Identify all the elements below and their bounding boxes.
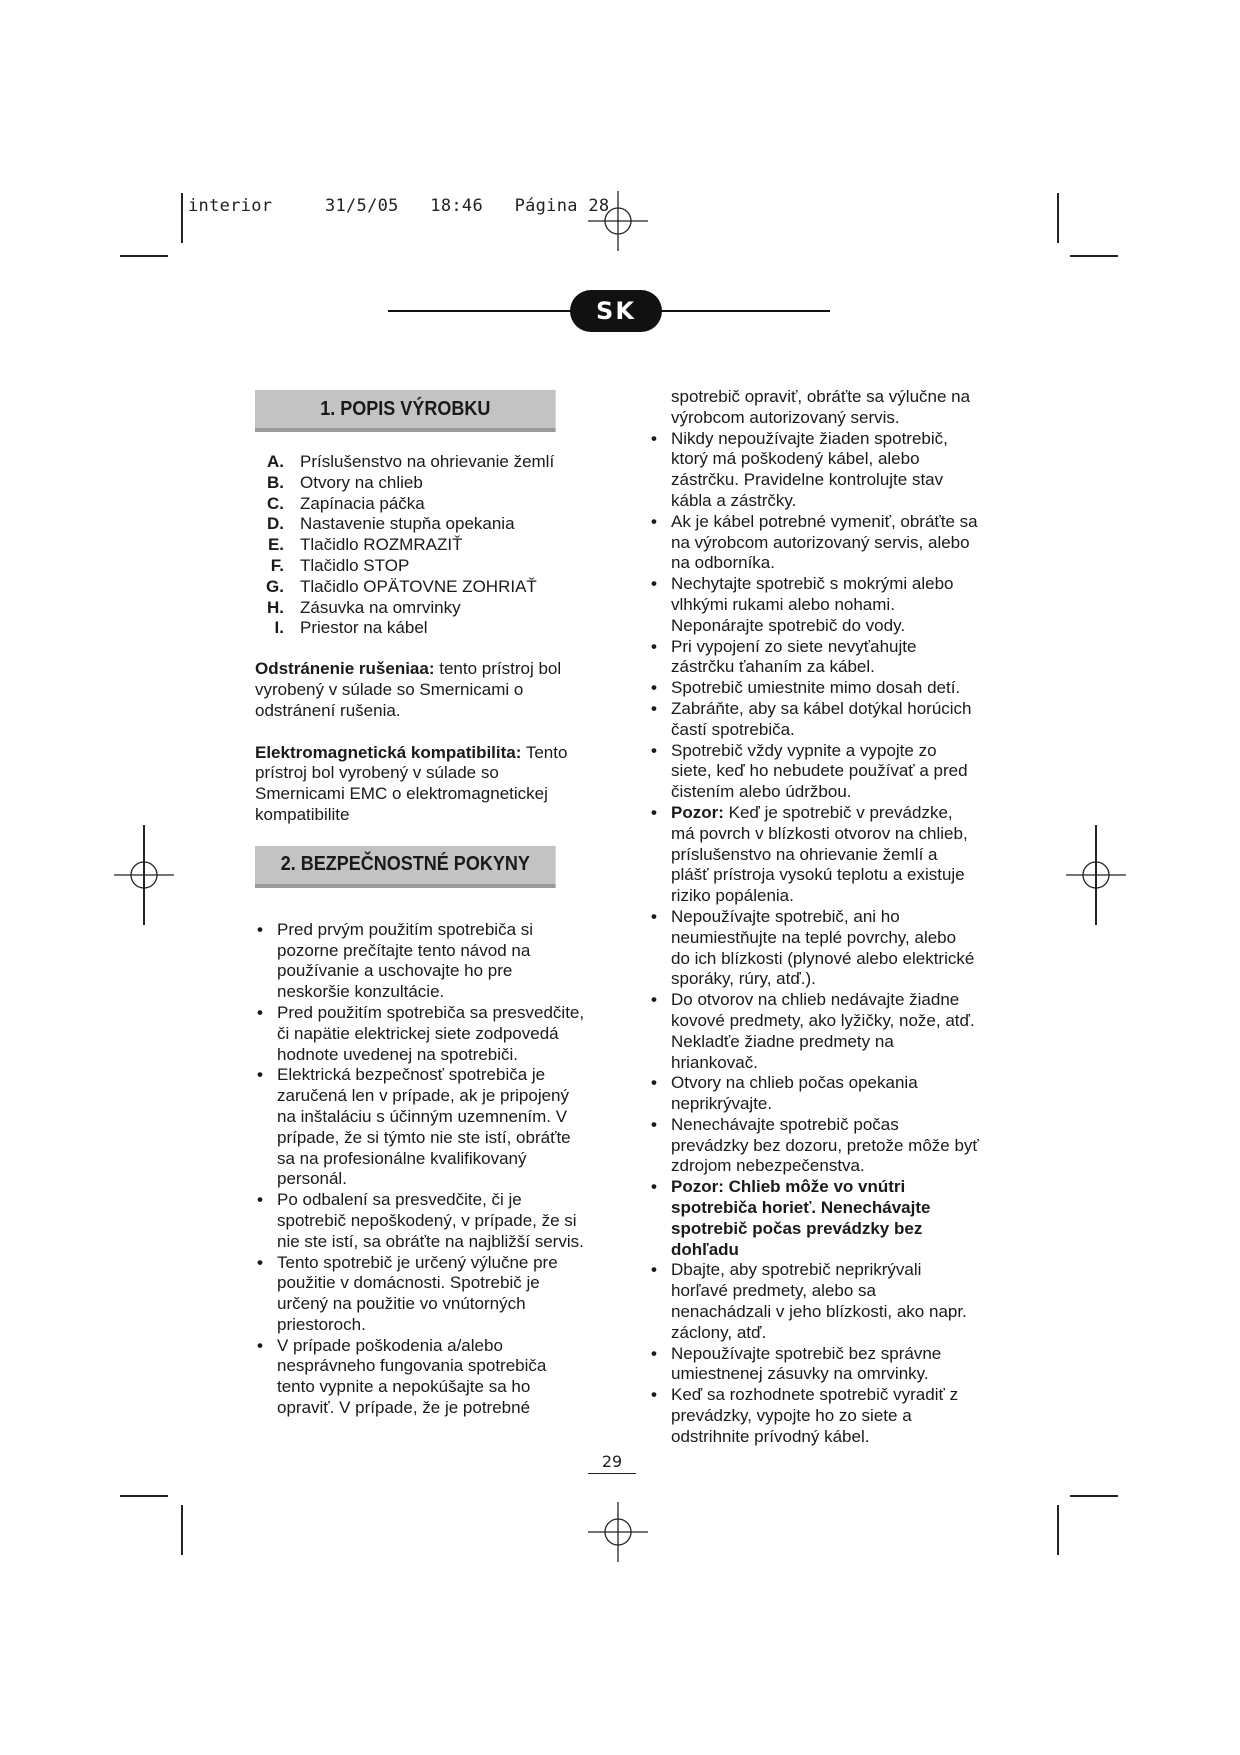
part-item <box>255 514 587 535</box>
safety-item-warning <box>649 803 979 907</box>
part-item <box>255 556 587 577</box>
part-item <box>255 577 587 598</box>
part-label: Nastavenie stupňa opekania <box>300 514 515 534</box>
part-label: Tlačidlo OPÄTOVNE ZOHRIAŤ <box>300 576 537 596</box>
safety-item: • Pred použitím spotrebiča sa presvedčite, či napätie elektrickej siete zodpovedá hodnote uvedenej na spotrebiči. <box>255 1003 587 1065</box>
safety-item: • V prípade poškodenia a/alebo nesprávneho fungovania spotrebiča tento vypnite a nepokúšajte sa ho opraviť. V prípade, že je potrebné <box>255 1336 587 1419</box>
interference-title: Odstránenie rušeniaa: <box>255 659 435 679</box>
warning-text: Keď je spotrebič v prevádzke, má povrch v blízkosti otvorov na chlieb, príslušenstvo na ohrievanie žemlí a plášť prístroja vysokú teplotu a existuje riziko popálenia. <box>671 802 968 906</box>
part-item <box>255 535 587 556</box>
section-heading-safety <box>255 846 556 888</box>
registration-mark-icon <box>588 191 648 251</box>
safety-item: • Otvory na chlieb počas opekania neprikrývajte. <box>649 1073 979 1115</box>
crop-mark <box>120 1495 168 1497</box>
part-item <box>255 618 587 639</box>
header-rule-right <box>655 310 830 312</box>
part-key: G. <box>266 576 284 596</box>
safety-item: • Spotrebič vždy vypnite a vypojte zo siete, keď ho nebudete používať a pred čistením alebo údržbou. <box>649 741 979 803</box>
registration-mark-icon <box>588 1502 648 1562</box>
safety-item: • Elektrická bezpečnosť spotrebiča je zaručená len v prípade, ak je pripojený na inštaláciu s účinným uzemnením. V prípade, že si týmto nie ste istí, obráťte sa na profesionálne kvalifikovaný personál. <box>255 1065 587 1190</box>
right-column <box>649 387 979 1448</box>
part-label: Tlačidlo STOP <box>300 555 410 575</box>
safety-item: • Keď sa rozhodnete spotrebič vyradiť z prevádzky, vypojte ho zo siete a odstrihnite prívodný kábel. <box>649 1385 979 1447</box>
safety-item: • Pri vypojení zo siete nevyťahujte zástrčku ťahaním za kábel. <box>649 637 979 679</box>
safety-item: • Pred prvým použitím spotrebiča si pozorne prečítajte tento návod na používanie a uschovajte ho pre neskoršie konzultácie. <box>255 920 587 1003</box>
crop-mark <box>1057 193 1059 243</box>
safety-item: • Do otvorov na chlieb nedávajte žiadne kovové predmety, ako lyžičky, nože, atď. Nekladťe žiadne predmety na hriankovač. <box>649 990 979 1073</box>
left-column <box>255 390 587 1419</box>
crop-mark <box>1057 1505 1059 1555</box>
safety-item: • Nepoužívajte spotrebič bez správne umiestnenej zásuvky na omrvinky. <box>649 1344 979 1386</box>
part-key: I. <box>274 618 284 638</box>
interference-text: tento prístroj bol vyrobený v súlade so Smernicami o odstránení rušenia. <box>255 659 562 720</box>
emc-text: Tento prístroj bol vyrobený v súlade so Smernicami EMC o elektromagnetickej kompatibilite <box>255 742 568 824</box>
crop-mark <box>1070 255 1118 257</box>
crop-mark <box>181 1505 183 1555</box>
part-label: Otvory na chlieb <box>300 472 423 492</box>
page-number: 29 <box>588 1452 636 1474</box>
part-key: A. <box>267 452 284 471</box>
part-item <box>255 473 587 494</box>
safety-list-left <box>255 920 587 1419</box>
crop-mark <box>1070 1495 1118 1497</box>
section-heading-text: 2. BEZPEČNOSTNÉ POKYNY <box>280 853 530 876</box>
parts-list <box>255 452 587 639</box>
part-label: Tlačidlo ROZMRAZIŤ <box>300 535 463 555</box>
safety-item: • Ak je kábel potrebné vymeniť, obráťte sa na výrobcom autorizovaný servis, alebo na odborníka. <box>649 512 979 574</box>
safety-list-right <box>649 429 979 1448</box>
safety-item: • Po odbalení sa presvedčite, či je spotrebič nepoškodený, v prípade, že si nie ste istí, sa obráťte na najbližší servis. <box>255 1190 587 1252</box>
part-key: C. <box>267 493 284 513</box>
part-label: Príslušenstvo na ohrievanie žemlí <box>300 452 555 471</box>
part-key: E. <box>267 535 284 555</box>
part-item <box>255 494 587 515</box>
part-item <box>255 452 587 473</box>
crop-mark <box>120 255 168 257</box>
safety-item: • Dbajte, aby spotrebič neprikrývali horľavé predmety, alebo sa nenachádzali v jeho blízkosti, ako napr. záclony, atď. <box>649 1260 979 1343</box>
safety-item: • Nikdy nepoužívajte žiaden spotrebič, ktorý má poškodený kábel, alebo zástrčku. Pravidelne kontrolujte stav kábla a zástrčky. <box>649 429 979 512</box>
part-key: D. <box>267 514 284 534</box>
registration-mark-icon <box>1066 845 1126 905</box>
part-key: F. <box>270 555 284 575</box>
language-badge: SK <box>570 290 662 332</box>
header-rule-left <box>388 310 578 312</box>
registration-mark-icon <box>114 845 174 905</box>
part-item <box>255 598 587 619</box>
part-label: Priestor na kábel <box>300 618 428 638</box>
part-key: H. <box>267 597 284 617</box>
safety-item: • Zabráňte, aby sa kábel dotýkal horúcich častí spotrebiča. <box>649 699 979 741</box>
interference-note <box>255 659 587 721</box>
part-key: B. <box>267 472 284 492</box>
safety-item-fire-warning: • Pozor: Chlieb môže vo vnútri spotrebiča horieť. Nenechávajte spotrebič počas prevádzky bez dohľadu <box>649 1177 979 1260</box>
part-label: Zásuvka na omrvinky <box>300 597 461 617</box>
crop-mark <box>181 193 183 243</box>
section-heading-product <box>255 390 556 432</box>
safety-item: • Nepoužívajte spotrebič, ani ho neumiestňujte na teplé povrchy, alebo do ich blízkosti (plynové alebo elektrické sporáky, rúry, atď.). <box>649 907 979 990</box>
safety-item: • Nenechávajte spotrebič počas prevádzky bez dozoru, pretože môže byť zdrojom nebezpečenstva. <box>649 1115 979 1177</box>
emc-note <box>255 743 587 826</box>
section-heading-text: 1. POPIS VÝROBKU <box>320 397 491 420</box>
print-slug: interior 31/5/05 18:46 Página 28 <box>188 196 610 216</box>
safety-item: • Tento spotrebič je určený výlučne pre použitie v domácnosti. Spotrebič je určený na použitie vo vnútorných priestoroch. <box>255 1253 587 1336</box>
emc-title: Elektromagnetická kompatibilita: <box>255 742 522 762</box>
safety-item-continuation: spotrebič opraviť, obráťte sa výlučne na výrobcom autorizovaný servis. <box>671 387 971 427</box>
safety-item: • Spotrebič umiestnite mimo dosah detí. <box>649 678 979 699</box>
part-label: Zapínacia páčka <box>300 493 425 513</box>
safety-item: • Nechytajte spotrebič s mokrými alebo vlhkými rukami alebo nohami. Neponárajte spotrebič do vody. <box>649 574 979 636</box>
warning-lead: Pozor: <box>671 802 724 822</box>
